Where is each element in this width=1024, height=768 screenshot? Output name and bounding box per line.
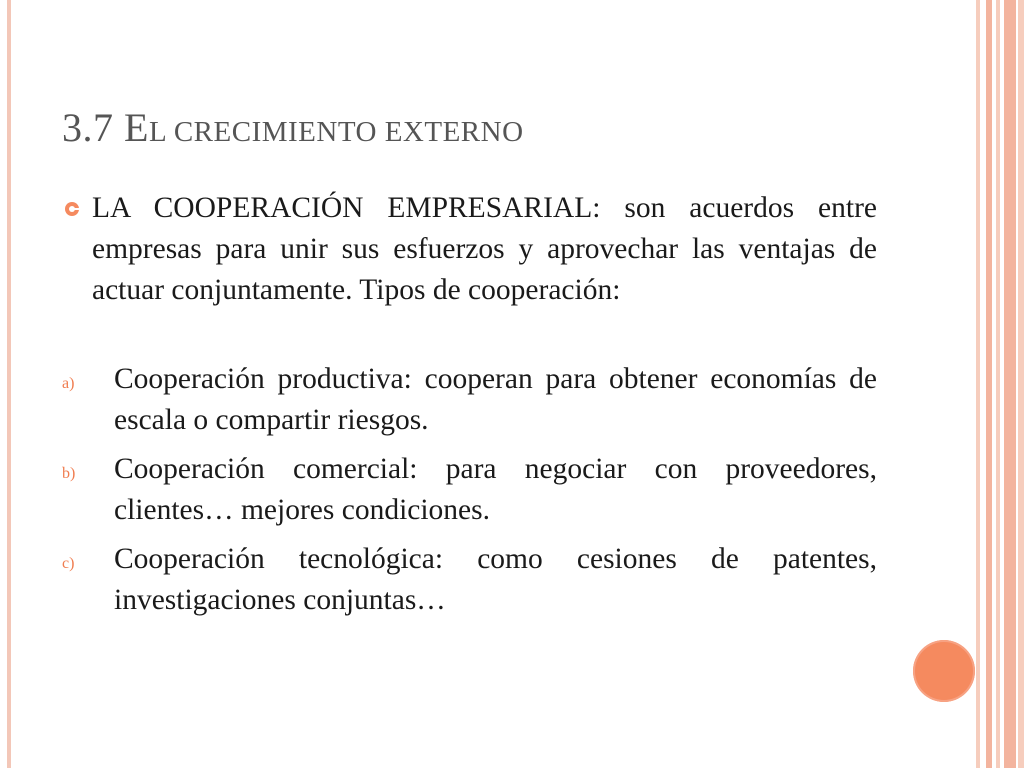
list-marker: b) <box>62 465 76 482</box>
decorative-circle <box>913 640 975 702</box>
list-item <box>62 449 877 531</box>
intro-bullet <box>62 188 877 311</box>
slide-content <box>62 188 877 629</box>
intro-text: LA COOPERACIÓN EMPRESARIAL: son acuerdos entre empresas para unir sus esfuerzos y aprovechar las ventajas de actuar conjuntamente. Tipos de cooperación: <box>92 192 877 306</box>
left-border-line <box>7 0 11 768</box>
list-marker: c) <box>62 555 75 572</box>
list-item <box>62 539 877 621</box>
list-item-text: Cooperación tecnológica: como cesiones de patentes, investigaciones conjuntas… <box>114 543 877 616</box>
cooperation-types-list <box>62 359 877 621</box>
title-prefix: 3.7 E <box>62 105 149 150</box>
list-marker: a) <box>62 375 75 392</box>
list-item-text: Cooperación comercial: para negociar con proveedores, clientes… mejores condiciones. <box>114 453 877 526</box>
key-ring-bullet-icon <box>63 200 81 218</box>
slide-title <box>62 104 524 151</box>
list-item-text: Cooperación productiva: cooperan para obtener economías de escala o compartir riesgos. <box>114 363 877 436</box>
right-stripe <box>1004 0 1016 768</box>
right-stripe <box>986 0 992 768</box>
right-stripe <box>1018 0 1024 768</box>
right-stripe <box>996 0 1000 768</box>
right-stripe <box>976 0 980 768</box>
list-item <box>62 359 877 441</box>
title-rest: L CRECIMIENTO EXTERNO <box>148 116 524 148</box>
